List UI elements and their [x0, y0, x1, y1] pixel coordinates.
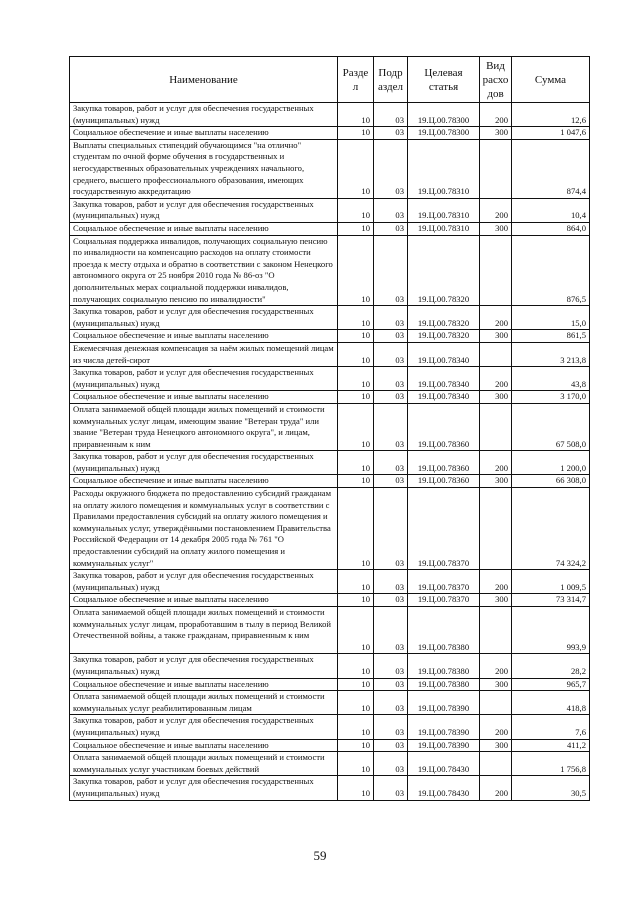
cell-section: 10: [338, 654, 374, 678]
cell-subsection: 03: [374, 127, 408, 140]
cell-exp-type: [480, 752, 512, 776]
cell-target: 19.Ц.00.78380: [408, 678, 480, 691]
cell-target: 19.Ц.00.78390: [408, 691, 480, 715]
cell-section: 10: [338, 752, 374, 776]
header-name: Наименование: [70, 57, 338, 103]
cell-exp-type: 200: [480, 367, 512, 391]
cell-section: 10: [338, 607, 374, 654]
table-row: [70, 739, 590, 752]
cell-name: Закупка товаров, работ и услуг для обеспечения государственных (муниципальных) нужд: [70, 198, 338, 222]
cell-name: Оплата занимаемой общей площади жилых помещений и стоимости коммунальных услуг лицам, проработавшим в тылу в период Великой Отечественной войны, а также гражданам, приравненным к ним: [70, 607, 338, 654]
cell-target: 19.Ц.00.78340: [408, 391, 480, 404]
cell-name: Социальная поддержка инвалидов, получающих социальную пенсию по инвалидности на компенсацию расходов на оплату стоимости проезда к месту отдыха и обратно в соответствии с законом Ненецкого автономного округа от 25 ноября 2010 года № 86-оз "О дополнительных мерах социальной поддержки инвалидов, получающих социальную пенсию по инвалидности": [70, 235, 338, 306]
cell-subsection: 03: [374, 715, 408, 739]
header-exp-type: Вид расхо дов: [480, 57, 512, 103]
cell-section: 10: [338, 594, 374, 607]
cell-amount: 66 308,0: [512, 475, 590, 488]
cell-subsection: 03: [374, 654, 408, 678]
cell-section: 10: [338, 570, 374, 594]
cell-section: 10: [338, 715, 374, 739]
cell-subsection: 03: [374, 391, 408, 404]
cell-target: 19.Ц.00.78360: [408, 451, 480, 475]
budget-table-page: [69, 56, 589, 801]
cell-subsection: 03: [374, 198, 408, 222]
cell-name: Закупка товаров, работ и услуг для обеспечения государственных (муниципальных) нужд: [70, 776, 338, 800]
cell-target: 19.Ц.00.78310: [408, 222, 480, 235]
cell-target: 19.Ц.00.78320: [408, 235, 480, 306]
cell-amount: 15,0: [512, 306, 590, 330]
cell-name: Оплата занимаемой общей площади жилых помещений и стоимости коммунальных услуг лицам, имеющим звание "Ветеран труда" или звание "Ветеран труда Ненецкого автономного округа", и лицам, приравненным к ним: [70, 403, 338, 450]
cell-name: Закупка товаров, работ и услуг для обеспечения государственных (муниципальных) нужд: [70, 103, 338, 127]
cell-name: Закупка товаров, работ и услуг для обеспечения государственных (муниципальных) нужд: [70, 367, 338, 391]
cell-subsection: 03: [374, 678, 408, 691]
table-row: [70, 678, 590, 691]
cell-subsection: 03: [374, 139, 408, 198]
cell-name: Выплаты специальных стипендий обучающимся "на отлично" студентам по очной форме обучения в государственных и негосударственных образовательных учреждениях начального, среднего, высшего профессионального образования, имеющих государственную аккредитацию: [70, 139, 338, 198]
cell-amount: 12,6: [512, 103, 590, 127]
cell-amount: 1 200,0: [512, 451, 590, 475]
cell-section: 10: [338, 776, 374, 800]
page-number: 59: [313, 848, 327, 863]
cell-target: 19.Ц.00.78390: [408, 715, 480, 739]
cell-subsection: 03: [374, 488, 408, 570]
cell-exp-type: [480, 607, 512, 654]
budget-table: [69, 56, 590, 801]
cell-target: 19.Ц.00.78320: [408, 330, 480, 343]
cell-exp-type: 200: [480, 776, 512, 800]
cell-subsection: 03: [374, 306, 408, 330]
cell-exp-type: 200: [480, 715, 512, 739]
cell-exp-type: 300: [480, 475, 512, 488]
cell-subsection: 03: [374, 235, 408, 306]
cell-amount: 874,4: [512, 139, 590, 198]
cell-section: 10: [338, 306, 374, 330]
table-row: [70, 776, 590, 800]
cell-exp-type: 200: [480, 306, 512, 330]
cell-exp-type: [480, 342, 512, 366]
cell-target: 19.Ц.00.78340: [408, 367, 480, 391]
cell-amount: 28,2: [512, 654, 590, 678]
cell-amount: 1 047,6: [512, 127, 590, 140]
cell-exp-type: [480, 403, 512, 450]
cell-amount: 3 170,0: [512, 391, 590, 404]
table-row: [70, 235, 590, 306]
cell-name: Социальное обеспечение и иные выплаты населению: [70, 594, 338, 607]
table-row: [70, 403, 590, 450]
cell-name: Закупка товаров, работ и услуг для обеспечения государственных (муниципальных) нужд: [70, 306, 338, 330]
cell-section: 10: [338, 678, 374, 691]
cell-name: Социальное обеспечение и иные выплаты населению: [70, 222, 338, 235]
cell-subsection: 03: [374, 691, 408, 715]
cell-subsection: 03: [374, 330, 408, 343]
cell-target: 19.Ц.00.78430: [408, 752, 480, 776]
cell-name: Социальное обеспечение и иные выплаты населению: [70, 391, 338, 404]
cell-exp-type: 200: [480, 198, 512, 222]
cell-target: 19.Ц.00.78380: [408, 607, 480, 654]
cell-amount: 67 508,0: [512, 403, 590, 450]
cell-target: 19.Ц.00.78310: [408, 139, 480, 198]
cell-target: 19.Ц.00.78390: [408, 739, 480, 752]
table-row: [70, 139, 590, 198]
cell-section: 10: [338, 222, 374, 235]
cell-name: Оплата занимаемой общей площади жилых помещений и стоимости коммунальных услуг реабилитированным лицам: [70, 691, 338, 715]
cell-name: Социальное обеспечение и иные выплаты населению: [70, 475, 338, 488]
cell-name: Закупка товаров, работ и услуг для обеспечения государственных (муниципальных) нужд: [70, 654, 338, 678]
cell-section: 10: [338, 691, 374, 715]
cell-section: 10: [338, 475, 374, 488]
table-row: [70, 103, 590, 127]
cell-amount: 43,8: [512, 367, 590, 391]
cell-exp-type: [480, 139, 512, 198]
cell-target: 19.Ц.00.78360: [408, 475, 480, 488]
table-row: [70, 391, 590, 404]
table-header-row: [70, 57, 590, 103]
table-row: [70, 330, 590, 343]
cell-exp-type: 300: [480, 391, 512, 404]
cell-name: Социальное обеспечение и иные выплаты населению: [70, 330, 338, 343]
cell-target: 19.Ц.00.78370: [408, 594, 480, 607]
cell-exp-type: 300: [480, 222, 512, 235]
cell-amount: 965,7: [512, 678, 590, 691]
cell-target: 19.Ц.00.78320: [408, 306, 480, 330]
table-row: [70, 654, 590, 678]
cell-subsection: 03: [374, 451, 408, 475]
cell-exp-type: 200: [480, 103, 512, 127]
table-row: [70, 127, 590, 140]
table-row: [70, 488, 590, 570]
header-amount: Сумма: [512, 57, 590, 103]
cell-section: 10: [338, 403, 374, 450]
cell-name: Социальное обеспечение и иные выплаты населению: [70, 678, 338, 691]
cell-amount: 3 213,8: [512, 342, 590, 366]
cell-section: 10: [338, 330, 374, 343]
header-section: Разде л: [338, 57, 374, 103]
table-row: [70, 367, 590, 391]
cell-subsection: 03: [374, 607, 408, 654]
cell-subsection: 03: [374, 776, 408, 800]
cell-target: 19.Ц.00.78340: [408, 342, 480, 366]
table-row: [70, 570, 590, 594]
cell-exp-type: 300: [480, 678, 512, 691]
cell-name: Оплата занимаемой общей площади жилых помещений и стоимости коммунальных услуг участникам боевых действий: [70, 752, 338, 776]
cell-amount: 1 009,5: [512, 570, 590, 594]
cell-exp-type: 300: [480, 739, 512, 752]
cell-exp-type: [480, 235, 512, 306]
table-row: [70, 342, 590, 366]
cell-target: 19.Ц.00.78300: [408, 103, 480, 127]
cell-amount: 411,2: [512, 739, 590, 752]
cell-target: 19.Ц.00.78380: [408, 654, 480, 678]
cell-section: 10: [338, 739, 374, 752]
cell-section: 10: [338, 127, 374, 140]
table-row: [70, 691, 590, 715]
cell-subsection: 03: [374, 570, 408, 594]
cell-subsection: 03: [374, 367, 408, 391]
table-row: [70, 715, 590, 739]
cell-target: 19.Ц.00.78360: [408, 403, 480, 450]
table-row: [70, 475, 590, 488]
cell-amount: 10,4: [512, 198, 590, 222]
table-row: [70, 752, 590, 776]
cell-section: 10: [338, 139, 374, 198]
cell-target: 19.Ц.00.78430: [408, 776, 480, 800]
cell-exp-type: 300: [480, 594, 512, 607]
cell-amount: 861,5: [512, 330, 590, 343]
cell-subsection: 03: [374, 342, 408, 366]
cell-section: 10: [338, 103, 374, 127]
cell-name: Закупка товаров, работ и услуг для обеспечения государственных (муниципальных) нужд: [70, 715, 338, 739]
table-row: [70, 607, 590, 654]
table-row: [70, 594, 590, 607]
cell-subsection: 03: [374, 403, 408, 450]
cell-amount: 30,5: [512, 776, 590, 800]
table-row: [70, 222, 590, 235]
cell-target: 19.Ц.00.78310: [408, 198, 480, 222]
cell-exp-type: 200: [480, 451, 512, 475]
cell-amount: 7,6: [512, 715, 590, 739]
cell-name: Закупка товаров, работ и услуг для обеспечения государственных (муниципальных) нужд: [70, 451, 338, 475]
table-row: [70, 198, 590, 222]
cell-target: 19.Ц.00.78300: [408, 127, 480, 140]
cell-section: 10: [338, 391, 374, 404]
cell-section: 10: [338, 342, 374, 366]
cell-subsection: 03: [374, 475, 408, 488]
cell-exp-type: 200: [480, 654, 512, 678]
cell-section: 10: [338, 367, 374, 391]
table-row: [70, 451, 590, 475]
cell-exp-type: 300: [480, 330, 512, 343]
cell-name: Социальное обеспечение и иные выплаты населению: [70, 739, 338, 752]
cell-exp-type: [480, 488, 512, 570]
cell-subsection: 03: [374, 594, 408, 607]
cell-amount: 864,0: [512, 222, 590, 235]
cell-amount: 73 314,7: [512, 594, 590, 607]
cell-exp-type: 200: [480, 570, 512, 594]
cell-section: 10: [338, 451, 374, 475]
cell-section: 10: [338, 198, 374, 222]
cell-amount: 876,5: [512, 235, 590, 306]
cell-exp-type: 300: [480, 127, 512, 140]
cell-name: Закупка товаров, работ и услуг для обеспечения государственных (муниципальных) нужд: [70, 570, 338, 594]
header-target: Целевая статья: [408, 57, 480, 103]
table-body: [70, 103, 590, 801]
cell-subsection: 03: [374, 752, 408, 776]
cell-section: 10: [338, 235, 374, 306]
cell-name: Расходы окружного бюджета по предоставлению субсидий гражданам на оплату жилого помещения и коммунальных услуг в соответствии с Правилами предоставления субсидий на оплату жилого помещения и коммунальных услуг, утверждёнными постановлением Правительства Российской Федерации от 14 декабря 2005 года № 761 "О предоставлении субсидий на оплату жилого помещения и коммунальных услуг": [70, 488, 338, 570]
cell-amount: 993,9: [512, 607, 590, 654]
cell-subsection: 03: [374, 103, 408, 127]
cell-name: Ежемесячная денежная компенсация за наём жилых помещений лицам из числа детей-сирот: [70, 342, 338, 366]
cell-name: Социальное обеспечение и иные выплаты населению: [70, 127, 338, 140]
header-subsection: Подр аздел: [374, 57, 408, 103]
cell-target: 19.Ц.00.78370: [408, 488, 480, 570]
cell-exp-type: [480, 691, 512, 715]
table-row: [70, 306, 590, 330]
cell-amount: 418,8: [512, 691, 590, 715]
cell-subsection: 03: [374, 739, 408, 752]
cell-target: 19.Ц.00.78370: [408, 570, 480, 594]
cell-subsection: 03: [374, 222, 408, 235]
cell-amount: 74 324,2: [512, 488, 590, 570]
cell-section: 10: [338, 488, 374, 570]
cell-amount: 1 756,8: [512, 752, 590, 776]
